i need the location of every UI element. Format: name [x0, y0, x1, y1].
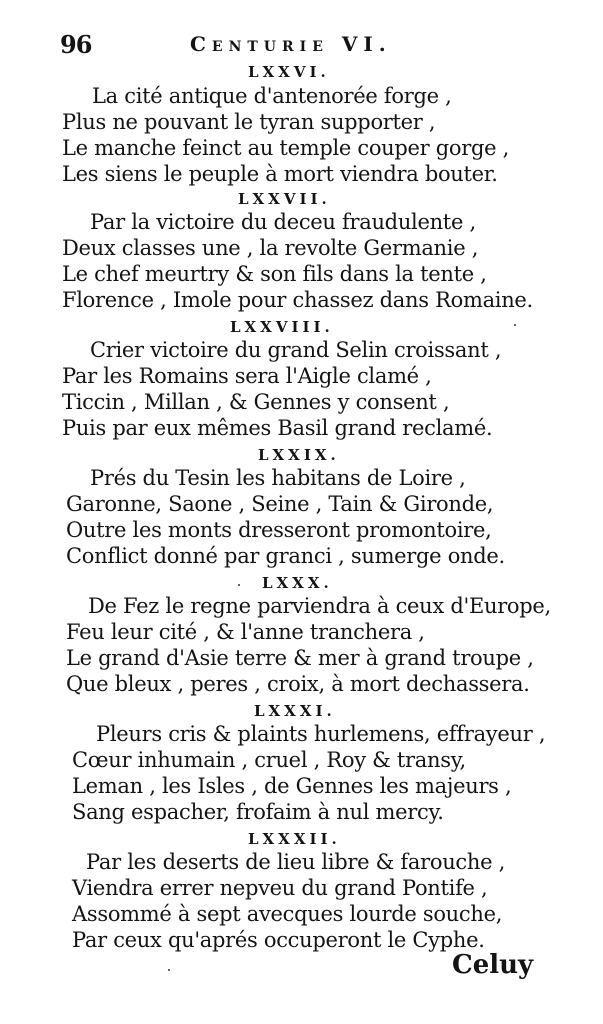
catchword: Celuy — [452, 950, 534, 980]
verse-line: Le grand d'Asie terre & mer à grand troupe , — [66, 646, 534, 670]
verse-line: Cœur inhumain , cruel , Roy & transy, — [72, 748, 466, 772]
verse-line: Sang espacher, frofaim à nul mercy. — [72, 800, 444, 824]
verse-line: Par ceux qu'aprés occuperont le Cyphe. — [72, 928, 485, 952]
page-header — [0, 30, 603, 62]
verse-line: Conflict donné par granci , sumerge onde. — [66, 544, 505, 568]
quatrain-numeral: LXXVI. — [248, 63, 330, 81]
verse-line: Le manche feinct au temple couper gorge , — [62, 136, 510, 160]
verse-line: Plus ne pouvant le tyran supporter , — [62, 110, 436, 134]
ink-speck — [238, 584, 240, 586]
verse-line: Leman , les Isles , de Gennes les majeurs , — [72, 774, 512, 798]
quatrain-numeral: LXXXII. — [248, 830, 341, 848]
verse-line: Outre les monts dresseront promontoire, — [66, 518, 492, 542]
verse-line: Prés du Tesin les habitans de Loire , — [90, 466, 466, 490]
ink-speck — [168, 969, 170, 971]
quatrain-numeral: LXXVIII. — [230, 318, 334, 336]
running-head: Centurie VI. — [190, 32, 392, 56]
verse-line: Par la victoire du deceu fraudulente , — [90, 210, 476, 234]
verse-line: De Fez le regne parviendra à ceux d'Europe, — [88, 594, 551, 618]
verse-line: Feu leur cité , & l'anne tranchera , — [66, 620, 425, 644]
quatrain-numeral: LXXXI. — [254, 702, 336, 720]
verse-line: Que bleux , peres , croix, à mort dechassera. — [66, 672, 530, 696]
quatrain-numeral: LXXX. — [262, 574, 333, 592]
verse-line: Assommé à sept avecques lourde souche, — [72, 902, 503, 926]
verse-line: Garonne, Saone , Seine , Tain & Gironde, — [66, 492, 494, 516]
verse-line: Florence , Imole pour chassez dans Romaine. — [62, 288, 533, 312]
verse-line: Deux classes une , la revolte Germanie , — [62, 236, 479, 260]
verse-line: Par les Romains sera l'Aigle clamé , — [62, 364, 432, 388]
ink-speck — [514, 324, 516, 326]
verse-line: Puis par eux mêmes Basil grand reclamé. — [62, 416, 493, 440]
verse-line: Crier victoire du grand Selin croissant , — [90, 338, 502, 362]
page-number: 96 — [60, 30, 92, 59]
verse-line: Viendra errer nepveu du grand Pontife , — [72, 876, 488, 900]
verse-line: Pleurs cris & plaints hurlemens, effrayeur , — [96, 722, 546, 746]
quatrain-numeral: LXXVII. — [238, 190, 331, 208]
verse-line: Ticcin , Millan , & Gennes y consent , — [62, 390, 450, 414]
verse-line: La cité antique d'antenorée forge , — [92, 84, 452, 108]
verse-line: Par les deserts de lieu libre & farouche , — [86, 850, 505, 874]
verse-line: Les siens le peuple à mort viendra bouter. — [62, 162, 498, 186]
verse-line: Le chef meurtry & son fils dans la tente , — [62, 262, 487, 286]
quatrain-numeral: LXXIX. — [258, 446, 340, 464]
